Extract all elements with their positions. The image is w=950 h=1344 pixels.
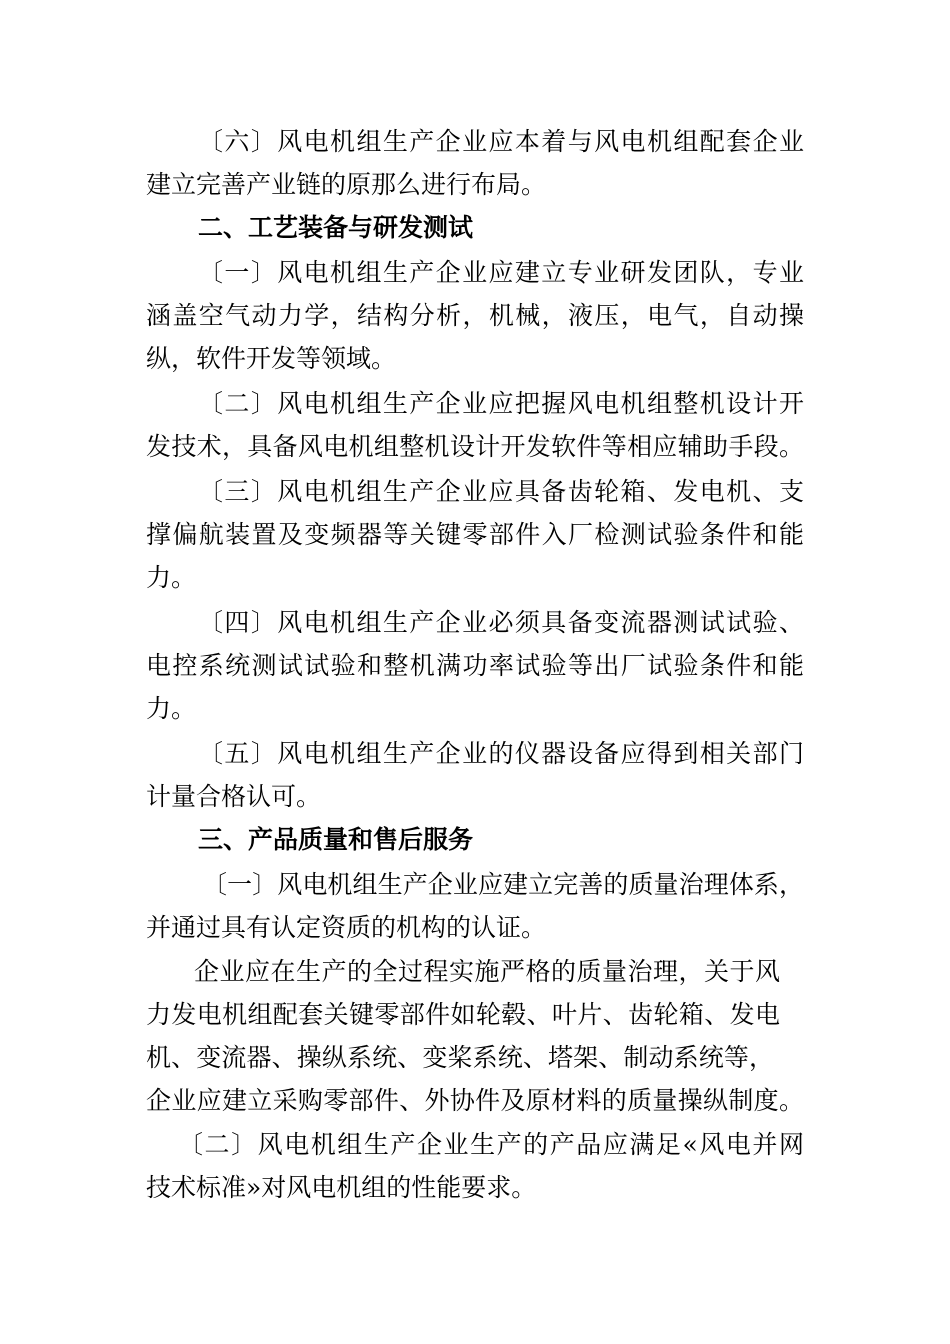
section-heading-2: 二、工艺装备与研发测试	[198, 213, 474, 242]
section-heading-3: 三、产品质量和售后服务	[198, 825, 474, 854]
section3-paragraph-line-1: 企业应在生产的全过程实施严格的质量治理，关于风	[194, 957, 780, 986]
section2-item-4-line-1: 〔四〕风电机组生产企业必须具备变流器测试试验、	[198, 608, 804, 637]
section3-item-1-line-1: 〔一〕风电机组生产企业应建立完善的质量治理体系，	[202, 870, 804, 899]
section3-paragraph-line-4: 企业应建立采购零部件、外协件及原材料的质量操纵制度。	[146, 1086, 804, 1115]
section3-item-2-line-1: 〔二〕风电机组生产企业生产的产品应满足«风电并网	[178, 1130, 804, 1159]
section2-item-4-line-3: 力。	[146, 694, 197, 723]
section2-item-2-line-1: 〔二〕风电机组生产企业应把握风电机组整机设计开	[198, 389, 804, 418]
paragraph-6-line-1: 〔六〕风电机组生产企业应本着与风电机组配套企业	[198, 127, 804, 156]
section2-item-3-line-2: 撑偏航装置及变频器等关键零部件入厂检测试验条件和能	[146, 520, 804, 549]
section3-paragraph-line-2: 力发电机组配套关键零部件如轮毂、叶片、齿轮箱、发电	[146, 1000, 780, 1029]
section2-item-1-line-2: 涵盖空气动力学，结构分析，机械，液压，电气，自动操	[146, 301, 804, 330]
section2-item-1-line-1: 〔一〕风电机组生产企业应建立专业研发团队，专业	[198, 258, 804, 287]
paragraph-6-line-2: 建立完善产业链的原那么进行布局。	[146, 170, 547, 199]
section2-item-5-line-2: 计量合格认可。	[146, 782, 322, 811]
section2-item-4-line-2: 电控系统测试试验和整机满功率试验等出厂试验条件和能	[146, 651, 804, 680]
section2-item-2-line-2: 发技术，具备风电机组整机设计开发软件等相应辅助手段。	[146, 432, 804, 461]
section2-item-5-line-1: 〔五〕风电机组生产企业的仪器设备应得到相关部门	[198, 739, 804, 768]
section2-item-1-line-3: 纵，软件开发等领域。	[146, 344, 397, 373]
section3-item-2-line-2: 技术标准»对风电机组的性能要求。	[146, 1173, 537, 1202]
section2-item-3-line-3: 力。	[146, 563, 197, 592]
section3-item-1-line-2: 并通过具有认定资质的机构的认证。	[146, 913, 547, 942]
section3-paragraph-line-3: 机、变流器、操纵系统、变桨系统、塔架、制动系统等，	[146, 1043, 774, 1072]
section2-item-3-line-1: 〔三〕风电机组生产企业应具备齿轮箱、发电机、支	[198, 477, 804, 506]
